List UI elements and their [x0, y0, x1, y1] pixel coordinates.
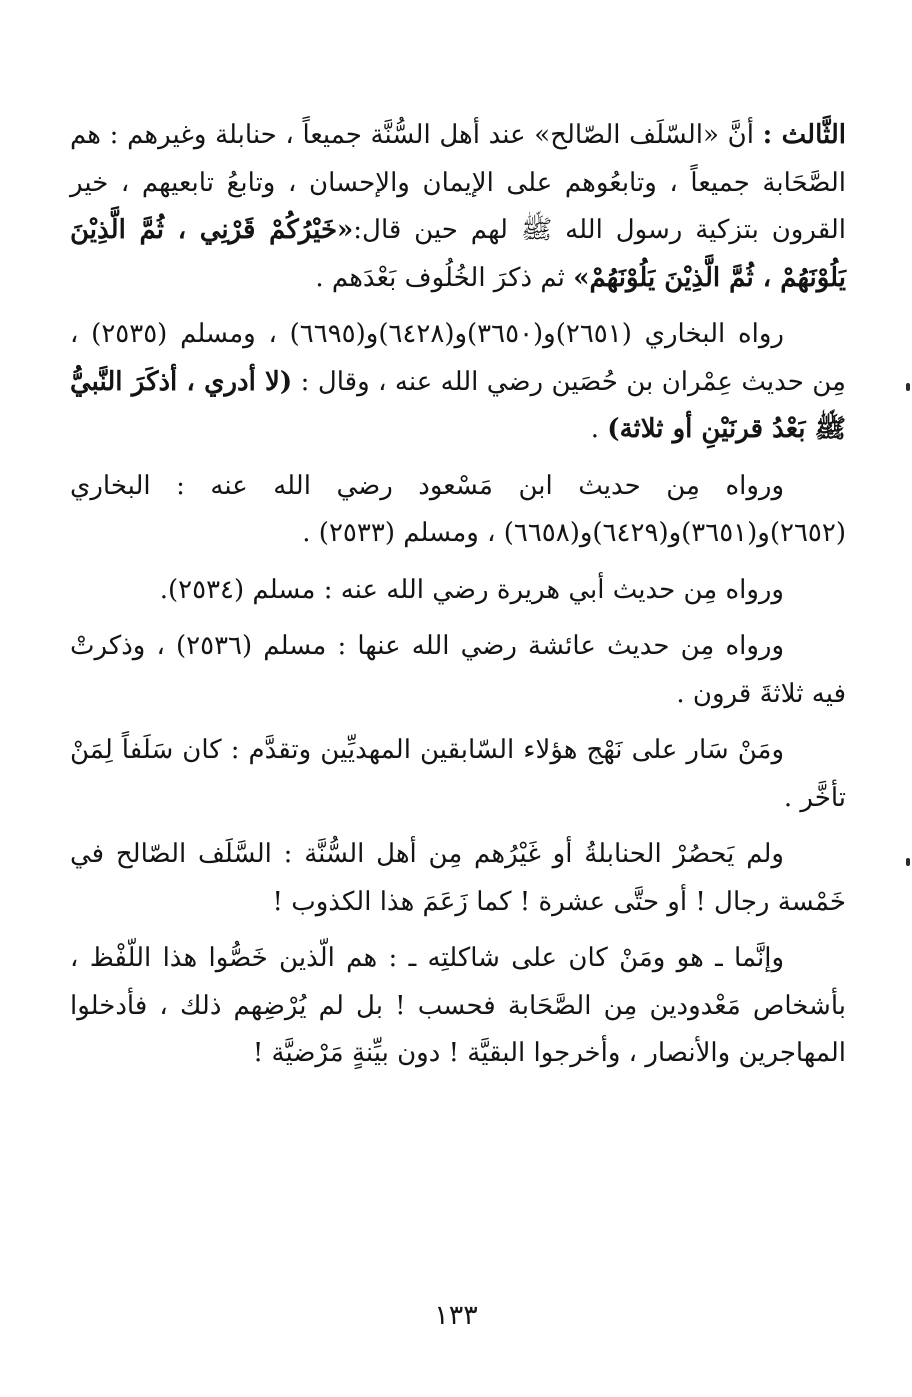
paragraph-abu-hurayra: ورواه مِن حديث أبي هريرة رضي الله عنه : مسلم (٢٥٣٤).: [159, 574, 784, 605]
paragraph-aisha: ورواه مِن حديث عائشة رضي الله عنها : مسلم (٢٥٣٦) ، وذكرتْ فيه ثلاثةَ قرون .: [70, 631, 846, 709]
hadith-quote: (لا أدري ، أذكَرَ النَّبيُّ ﷺ بَعْدُ قرنَيْنِ أو ثلاثة): [70, 366, 846, 444]
page-body: [70, 112, 846, 1078]
paragraph-third-point: [70, 112, 846, 302]
paragraph-tail: ثم ذكرَ الخُلُوف بَعْدَهم .: [315, 262, 574, 293]
page-number: ١٣٣: [434, 1300, 478, 1331]
paragraph-conclusion: وإنَّما ـ هو ومَنْ كان على شاكلتِه ـ : هم الّذين خَصُّوا هذا اللّفْظ ، بأشخاص مَعْدودين مِن الصَّحَابة فحسب ! بل لم يُرْضِهم ذلك ، فأدخلوا المهاجرين والأنصار ، وأخرجوا البقيَّة ! دون بيِّنةٍ مَرْضيَّة !: [70, 943, 846, 1068]
paragraph-bukhari-reference: [70, 311, 846, 454]
scan-edge-mark: [906, 858, 910, 866]
paragraph-text: أنَّ «السّلَف الصّالح» عند أهل السُّنَّة جميعاً ، حنابلة وغيرهم : هم الصَّحَابة جميعاً ، وتابعُوهم على الإيمان والإحسان ، وتابعُ تابعيهم ، خير القرون بتزكية رسول الله ﷺ لهم حين قال:: [70, 120, 847, 245]
paragraph-text: رواه البخاري (٢٦٥١)و(٣٦٥٠)و(٦٤٢٨)و(٦٦٩٥) ، ومسلم (٢٥٣٥) ، مِن حديث عِمْران بن حُصَين رضي الله عنه ، وقال :: [70, 319, 846, 397]
paragraph-salaf-definition: ومَنْ سَار على نَهْج هؤلاء السّابقين المهديِّين وتقدَّم : كان سَلَفاً لِمَنْ تأخَّر .: [70, 735, 846, 813]
scan-edge-mark: [906, 383, 910, 391]
paragraph-tail: .: [590, 414, 608, 444]
paragraph-hanabila: ولم يَحصُرْ الحنابلةُ أو غَيْرُهم مِن أهل السُّنَّة : السَّلَف الصّالح في خَمْسة رجال ! أو حتَّى عشرة ! كما زَعَمَ هذا الكذوب !: [70, 839, 846, 917]
hadith-quote: «خَيْرُكُمْ قَرْنِي ، ثُمَّ الَّذِيْنَ يَلُوْنَهُمْ ، ثُمَّ الَّذِيْنَ يَلُوْنَهُمْ»: [70, 215, 846, 293]
paragraph-ibn-masud: ورواه مِن حديث ابن مَسْعود رضي الله عنه : البخاري (٢٦٥٢)و(٣٦٥١)و(٦٤٢٩)و(٦٦٥٨) ، ومسلم (٢٥٣٣) .: [70, 470, 846, 548]
point-label: الثَّالث :: [762, 120, 847, 150]
